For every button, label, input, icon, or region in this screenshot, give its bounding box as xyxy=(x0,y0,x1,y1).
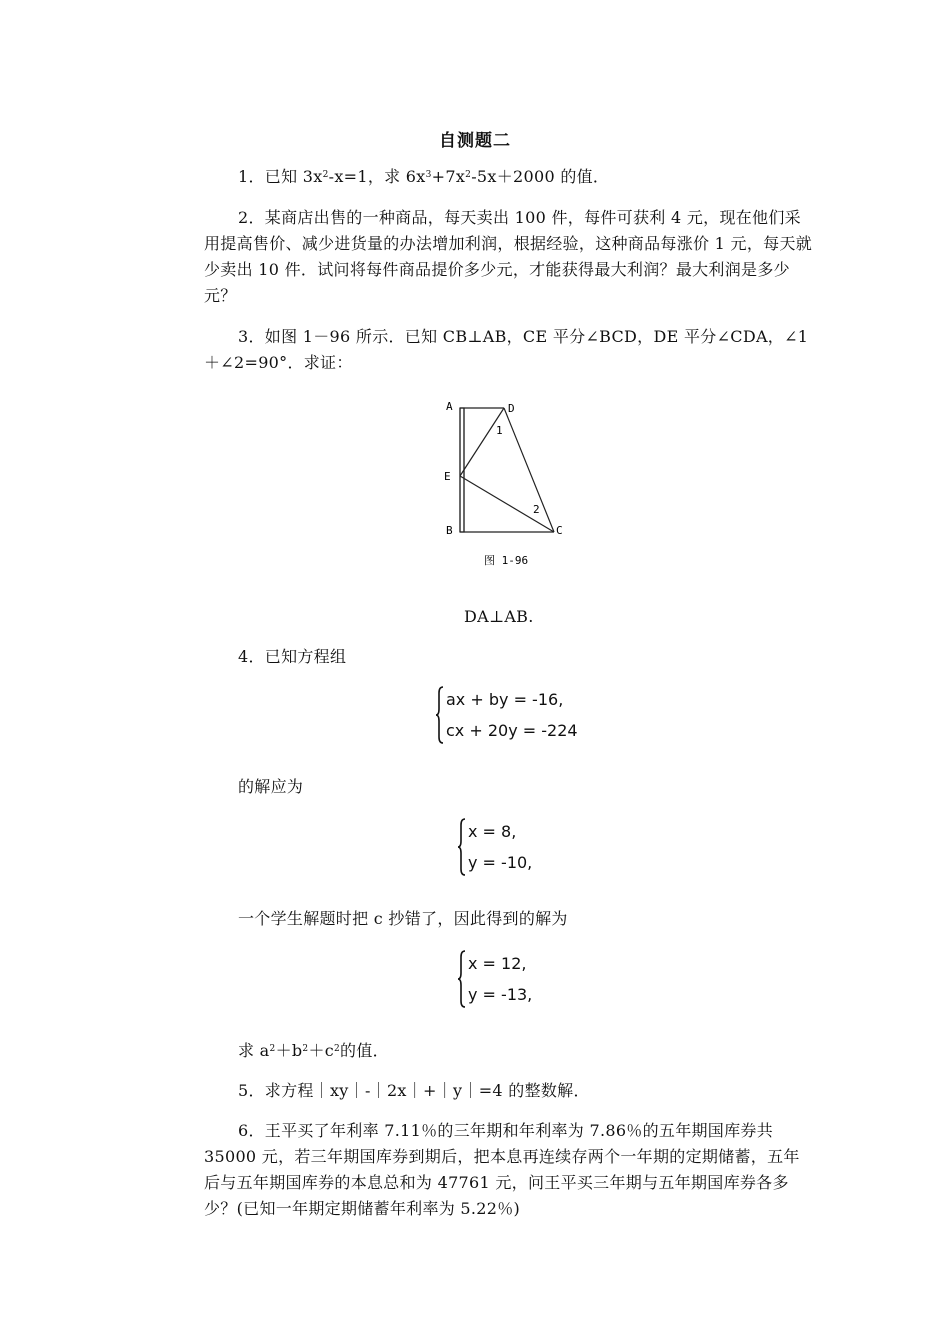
question-3-conclusion: DA⊥AB. xyxy=(464,607,534,626)
question-4-intro: 4．已知方程组 xyxy=(238,647,347,666)
label-angle-1: 1 xyxy=(496,424,503,437)
equation-system-1 xyxy=(436,686,578,744)
equation-line: ax + by = -16, xyxy=(446,690,564,709)
question-6: 6．王平买了年利率 7.11％的三年期和年利率为 7.86％的五年期国库券共 35000 元，若三年期国库券到期后，把本息再连续存两个一年期的定期储蓄，五年后与五年期国库券的本息总和为 47761 元，问王平买三年期与五年期国库券各多少？(已知一年期定期储蓄年利率为 5.22％) xyxy=(204,1121,800,1218)
question-3: 3．如图 1－96 所示．已知 CB⊥AB，CE 平分∠BCD，DE 平分∠CDA，∠1＋∠2=90°．求证： xyxy=(204,327,809,372)
equation-line: y = -10, xyxy=(468,853,533,872)
question-2: 2．某商店出售的一种商品，每天卖出 100 件，每件可获利 4 元，现在他们采用提高售价、减少进货量的办法增加利润，根据经验，这种商品每涨价 1 元，每天就少卖出 10 件．试问将每件商品提价多少元，才能获得最大利润？最大利润是多少元？ xyxy=(204,208,813,305)
solution-intro: 的解应为 xyxy=(238,777,304,796)
mistake-intro: 一个学生解题时把 c 抄错了，因此得到的解为 xyxy=(238,909,568,928)
equation-line: x = 8, xyxy=(468,822,517,841)
brace-icon xyxy=(436,686,444,744)
equation-system-3 xyxy=(458,950,532,1008)
label-e: E xyxy=(444,470,451,483)
figure-caption: 图 1-96 xyxy=(484,554,529,567)
page-title: 自测题二 xyxy=(439,131,511,151)
question-5: 5．求方程｜xy｜-｜2x｜+｜y｜=4 的整数解． xyxy=(238,1081,590,1100)
brace-icon xyxy=(458,818,466,876)
equation-line: x = 12, xyxy=(468,954,527,973)
question-4-ask: 求 $a^2+b^2+c^2$的值． xyxy=(238,1041,389,1060)
label-c: C xyxy=(556,524,563,537)
brace-icon xyxy=(458,950,466,1008)
equation-system-2 xyxy=(458,818,532,876)
equation-line: cx + 20y = -224 xyxy=(446,721,578,740)
label-d: D xyxy=(508,402,515,415)
question-1: 1．已知 $3x^2-x=1$，求 $6x^3+7x^2-5x+2000$ 的值． xyxy=(238,167,610,186)
label-angle-2: 2 xyxy=(533,503,540,516)
label-b: B xyxy=(446,524,453,537)
figure-1-96 xyxy=(440,396,580,576)
equation-line: y = -13, xyxy=(468,985,533,1004)
label-a: A xyxy=(446,400,453,413)
